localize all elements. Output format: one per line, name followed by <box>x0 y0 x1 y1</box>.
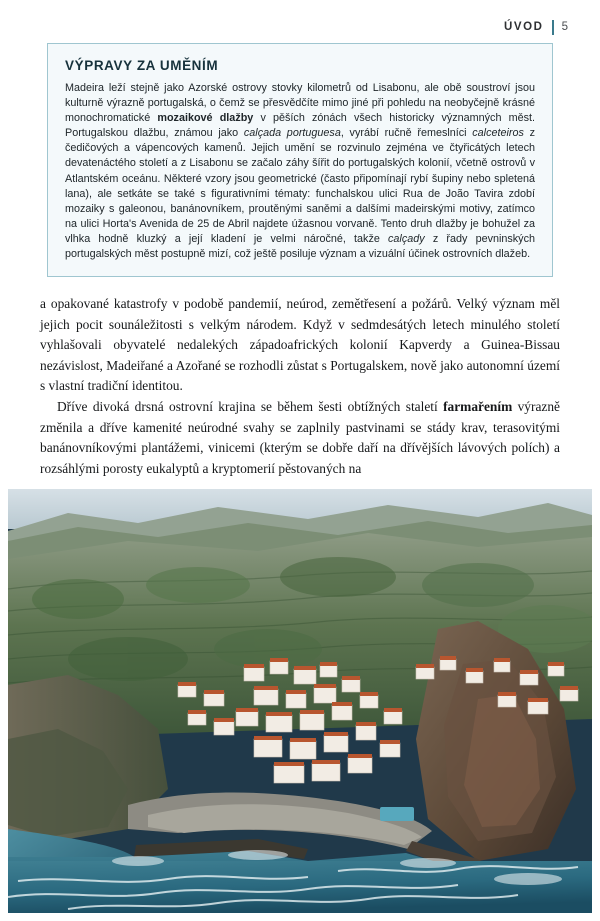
callout-title: VÝPRAVY ZA UMĚNÍM <box>65 58 219 73</box>
main-body-text <box>40 294 560 479</box>
callout-body: Madeira leží stejně jako Azorské ostrovy stovky kilometrů od Lisabonu, ale obě soustroví jsou kulturně výrazně portugalská, o čemž se přesvědčíte mimo jiné při pohledu na neobyčejně krásné monochromatické mozaikové dlažby v pěších zónách všech historicky významných měst. Portugalskou dlažbu, známou jako calçada portuguesa, vyrábí ručně řemeslníci calceteiros z čedičových a vápencových kamenů. Jejich umění se rozvinulo zejména ve čtyřicátých letech devatenáctého století a z Lisabonu se začalo záhy šířit do portugalských kolonií, včetně ostrovů v Atlantském oceánu. Některé vzory jsou geometrické (často připomínají rybí šupiny nebo spletená lana), ale setkáte se také s figurativními tématy: funchalskou ulici Rua de João Tavira zdobí mozaiky s galeonou, banánovníkem, proutěnými saněmi a dalšími madeirskými motivy, zatímco na ulici Horta's Avenida de 25 de Abril najdete úžasnou vorvaně. Tento druh dlažby je bohužel za vlhka hodně kluzký a její kladení je velmi náročné, takže calçady z řady pevninských portugalských měst postupně mizí, což ještě posiluje význam a vizuální účinek ostrovních dlažeb. <box>65 82 535 261</box>
callout-box <box>47 43 553 277</box>
page-number: 5 <box>561 21 568 33</box>
photo-illustration <box>8 489 592 913</box>
body-paragraph-1: a opakované katastrofy v podobě pandemií, neúrod, zemětřesení a požárů. Velký význam měl jejich pocit sounáležitosti s velkým národem. Když v sedmdesátých letech minulého století vyhlašovali obyvatelé nedalekých západoafrických kolonií Kapverdy a Guinea-Bissau nezávislost, Madeiřané a Azořané se rozhodli zůstat s Portugalskem, nově jako autonomní území s vlastní tradiční identitou. <box>40 296 560 394</box>
header-divider <box>552 20 554 35</box>
section-label: ÚVOD <box>503 21 544 33</box>
page-header <box>504 18 568 36</box>
coastal-village-photo <box>8 489 592 913</box>
body-paragraph-2: Dříve divoká drsná ostrovní krajina se během šesti obtížných staletí farmařením výrazně změnila a dříve kamenité neúrodné svahy se zaplnily pastvinami se stády krav, terasovitými banánovníkovými plantážemi, vinicemi (kterým se dobře daří na dřívějších lávových polích) a rozsáhlými porosty eukalyptů a kryptomerií pěstovaných na <box>40 398 560 476</box>
